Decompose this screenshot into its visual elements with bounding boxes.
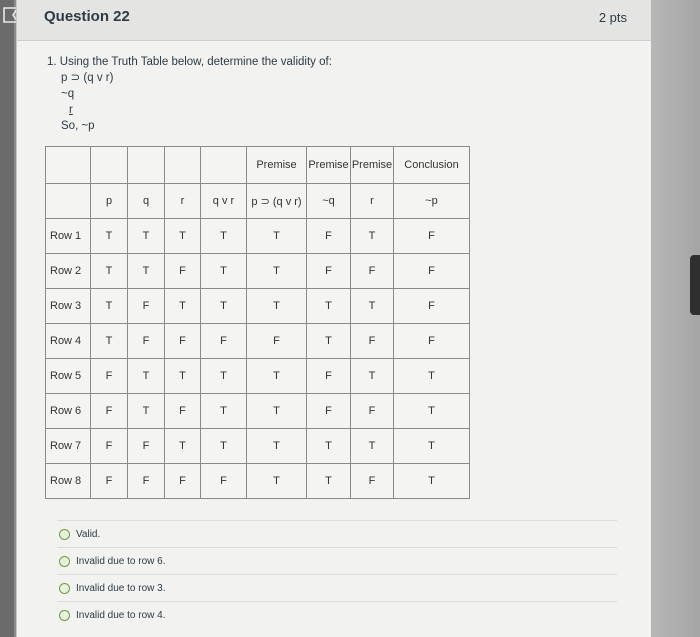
table-cell: F [91, 394, 128, 429]
table-cell: F [91, 359, 128, 394]
table-cell: F [394, 254, 470, 289]
table-cell: p [91, 184, 128, 219]
row-label: Row 4 [46, 324, 91, 359]
radio-button[interactable] [59, 610, 70, 621]
table-cell: T [307, 289, 351, 324]
table-cell: T [394, 429, 470, 464]
table-row [46, 394, 470, 429]
answer-label: Valid. [76, 528, 101, 540]
table-cell: T [201, 394, 247, 429]
table-cell: T [201, 254, 247, 289]
table-cell: T [201, 289, 247, 324]
table-cell: ~p [394, 184, 470, 219]
row-label: Row 2 [46, 254, 91, 289]
table-cell: T [128, 359, 165, 394]
table-cell: T [165, 429, 201, 464]
table-cell: F [165, 254, 201, 289]
conclusion-line: So, ~p [61, 120, 95, 132]
table-cell: T [247, 394, 307, 429]
table-cell: T [128, 394, 165, 429]
table-cell: T [128, 254, 165, 289]
table-cell: T [247, 219, 307, 254]
question-points: 2 pts [598, 10, 627, 25]
table-cell: F [128, 429, 165, 464]
question-card [16, 0, 651, 637]
table-cell: F [165, 464, 201, 499]
table-cell: Premise [351, 147, 394, 184]
table-cell: Conclusion [394, 147, 470, 184]
row-label: Row 8 [46, 464, 91, 499]
question-header [17, 0, 651, 41]
table-cell: q v r [201, 184, 247, 219]
scrollbar-thumb[interactable] [690, 255, 700, 315]
right-background [648, 0, 700, 637]
table-cell: T [394, 394, 470, 429]
answer-label: Invalid due to row 4. [76, 609, 166, 621]
table-cell: F [307, 254, 351, 289]
table-cell: r [351, 184, 394, 219]
table-cell: q [128, 184, 165, 219]
table-cell: T [91, 219, 128, 254]
row-label [46, 184, 91, 219]
table-cell: T [394, 359, 470, 394]
table-cell: T [351, 219, 394, 254]
table-cell: T [351, 429, 394, 464]
table-cell: F [165, 394, 201, 429]
radio-button[interactable] [59, 529, 70, 540]
table-cell: F [351, 464, 394, 499]
premise-line-3: r [69, 104, 73, 116]
premise-line-1: p ⊃ (q v r) [61, 72, 114, 84]
table-cell: Premise [307, 147, 351, 184]
table-cell [165, 147, 201, 184]
table-cell: F [307, 394, 351, 429]
table-cell: T [201, 429, 247, 464]
table-cell: T [91, 254, 128, 289]
table-cell: T [247, 429, 307, 464]
table-cell: Premise [247, 147, 307, 184]
answer-label: Invalid due to row 6. [76, 555, 166, 567]
table-cell: F [394, 219, 470, 254]
table-cell: p ⊃ (q v r) [247, 184, 307, 219]
radio-button[interactable] [59, 556, 70, 567]
table-cell: T [165, 289, 201, 324]
table-row [46, 219, 470, 254]
table-cell: T [201, 219, 247, 254]
table-cell: F [128, 289, 165, 324]
table-cell: T [307, 429, 351, 464]
table-cell: F [307, 359, 351, 394]
table-cell: T [247, 359, 307, 394]
table-cell: T [351, 359, 394, 394]
table-row [46, 464, 470, 499]
table-cell: T [247, 464, 307, 499]
table-row [46, 289, 470, 324]
table-cell: r [165, 184, 201, 219]
row-label: Row 7 [46, 429, 91, 464]
table-row [46, 254, 470, 289]
question-text [47, 54, 332, 134]
table-cell: T [91, 289, 128, 324]
table-cell: T [201, 359, 247, 394]
table-cell [91, 147, 128, 184]
radio-button[interactable] [59, 583, 70, 594]
table-cell: T [351, 289, 394, 324]
table-cell: T [91, 324, 128, 359]
table-cell: F [128, 464, 165, 499]
table-cell: T [165, 359, 201, 394]
table-cell: F [351, 254, 394, 289]
premise-line-2: ~q [61, 88, 75, 100]
table-cell: F [201, 464, 247, 499]
row-label: Row 5 [46, 359, 91, 394]
row-label: Row 6 [46, 394, 91, 429]
table-header-row [46, 184, 470, 219]
table-cell [201, 147, 247, 184]
table-header-premise-row [46, 147, 470, 184]
table-row [46, 324, 470, 359]
answer-option-row-4[interactable] [57, 601, 617, 628]
truth-table [45, 146, 470, 499]
row-label [46, 147, 91, 184]
table-cell: F [91, 464, 128, 499]
table-cell: F [351, 394, 394, 429]
table-cell: F [247, 324, 307, 359]
table-cell: T [247, 254, 307, 289]
answer-option-row-3[interactable] [57, 574, 617, 601]
question-prompt: 1. Using the Truth Table below, determine the validity of: [47, 56, 332, 68]
answer-option-row-6[interactable] [57, 547, 617, 574]
table-row [46, 429, 470, 464]
answer-label: Invalid due to row 3. [76, 582, 166, 594]
table-cell: F [394, 324, 470, 359]
table-cell: T [128, 219, 165, 254]
table-cell: F [91, 429, 128, 464]
row-label: Row 1 [46, 219, 91, 254]
left-background [0, 0, 14, 637]
question-title: Question 22 [44, 8, 130, 25]
table-cell: F [165, 324, 201, 359]
table-cell: T [247, 289, 307, 324]
table-cell: T [307, 324, 351, 359]
table-cell: T [307, 464, 351, 499]
table-cell: T [165, 219, 201, 254]
table-row [46, 359, 470, 394]
answer-option-valid[interactable] [57, 520, 617, 547]
table-cell: F [351, 324, 394, 359]
table-cell: ~q [307, 184, 351, 219]
row-label: Row 3 [46, 289, 91, 324]
table-cell: F [128, 324, 165, 359]
table-cell: F [201, 324, 247, 359]
answer-options [57, 520, 617, 628]
table-cell [128, 147, 165, 184]
table-cell: F [394, 289, 470, 324]
table-cell: T [394, 464, 470, 499]
table-cell: F [307, 219, 351, 254]
